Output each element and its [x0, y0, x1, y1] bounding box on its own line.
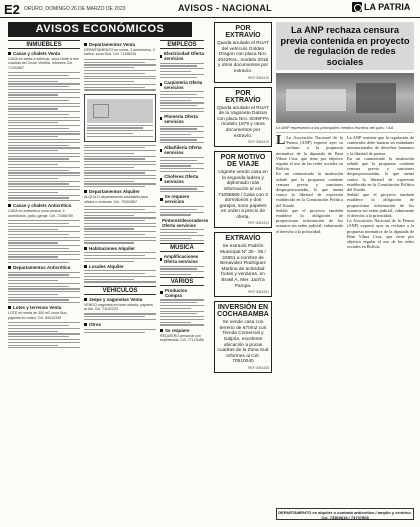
- logo-icon: [352, 2, 362, 12]
- bullet-icon: [8, 52, 11, 55]
- category-heading: Electricidad Oferta servicios: [160, 51, 204, 61]
- newspaper-logo: [352, 2, 410, 12]
- category-heading: Amplificaciones Oferta servicios: [160, 254, 204, 264]
- notice-title: POR EXTRAVÍO: [225, 25, 261, 39]
- classified-ad: CASA en venta a estrenar, zona Norte a tres cuadras del Cruce Ventilla. Informes Cel. 71234567: [8, 57, 79, 70]
- category-heading: Carpintería Oferta servicios: [160, 80, 204, 90]
- category-heading: Departamentos Anticrético: [8, 265, 80, 270]
- page-number: E2: [4, 2, 20, 17]
- boxed-notices-column: [214, 22, 272, 377]
- notice-box: [214, 301, 272, 373]
- notice-box: [214, 151, 272, 228]
- bullet-icon: [8, 306, 11, 309]
- notice-title: POR MOTIVO DE VIAJE: [220, 154, 266, 169]
- classified-ad: ALQUILO departamento amoblado para oficina o vivienda. Cel. 73304567: [84, 195, 148, 204]
- article-paragraph: Señaló que el proyecto también establece la obligación de proporcionar información de los usuarios sin orden judicial, vulnerando el derecho a la privacidad.: [276, 207, 343, 234]
- notice-text: Se extravió Padrón Municipal Nº 30 - 05 / 22851 a nombre de Benavidez Rodríguez Martina de actividad frutas y verduras, en Brasil A, Mer. Jach'a Pampa.: [220, 244, 266, 289]
- category-heading: Choferes Oferta servicios: [160, 174, 204, 184]
- ad-text-lines: [160, 126, 204, 144]
- article-paragraph: La Asociación Nacional de la Prensa (ANP) expresó ayer su rechazo a la propuesta normativa de la diputada de Beni Vilma Cruz, que tiene por objetivo regular el uso de las redes sociales en Bolivia.: [347, 218, 414, 250]
- category-heading: Se requiere: [160, 328, 204, 333]
- ad-text-lines: [160, 299, 204, 325]
- ad-text-lines: [84, 145, 156, 188]
- bullet-icon: [160, 149, 162, 152]
- notice-ref: REF:3054324: [248, 221, 269, 226]
- notice-text: Urgente vendo casa en la segunda ladera y diplomado más información al cel. 71055860 / Casa con 3 dormitorios y dos garajes, sono papeles en orden a precio de oferta.: [218, 170, 268, 220]
- bullet-icon: [160, 117, 162, 120]
- section-heading: VARIOS: [160, 277, 204, 286]
- section-heading: MÚSICA: [160, 243, 204, 252]
- category-heading: Habitaciones Alquiler: [84, 246, 156, 251]
- article-paragraph: En un comunicado la institución señaló que la propuesta contiene censura previa y sanciones desproporcionadas, lo que atenta contra la libertad de expresión establecida en la Constitución Política del Estado.: [276, 171, 343, 208]
- notice-box: [214, 22, 272, 83]
- ad-text-lines: [160, 157, 204, 172]
- ad-text-lines: [8, 72, 80, 201]
- notice-box: [214, 87, 272, 148]
- category-heading: Productos Compra: [160, 288, 204, 298]
- bullet-icon: [160, 258, 162, 261]
- classified-ad: VENDO vagoneta en buen estado, papeles al día. Cel. 71102233: [84, 302, 153, 311]
- article-column: [276, 135, 343, 249]
- dateline: ORURO, DOMINGO 26 DE MARZO DE 2023: [24, 6, 126, 12]
- notice-text: Queda anulado el RUAT del vehículo Golden Dragon con placa Nro. 4042RAL, modelo 2015 y otros documentos por extravío.: [217, 41, 269, 74]
- category-heading: Otros: [84, 322, 156, 327]
- bullet-icon: [160, 178, 162, 181]
- bullet-icon: [160, 83, 162, 86]
- ad-text-lines: [160, 206, 204, 216]
- notice-ref: REF:3054319: [248, 140, 269, 145]
- notice-text: Se vende casa con terreno de 670m2 con Tienda Comercial y Galpón, excelente ubicación a pocas cuadras de la Zona Sud Informes al Cel. 70510040: [217, 320, 269, 365]
- category-heading: Casas y chalets Venta: [8, 51, 80, 56]
- ad-text-lines: [84, 252, 156, 262]
- category-heading: Pintores/decoradores Oferta servicios: [162, 217, 209, 228]
- category-heading: Departamentos Venta: [84, 42, 156, 47]
- classifieds-column-1: [8, 40, 80, 350]
- article-paragraph: Señaló que el proyecto también establece la obligación de proporcionar información de los usuarios sin orden judicial, vulnerando el derecho a la privacidad.: [347, 192, 414, 219]
- ad-text-lines: [160, 63, 204, 78]
- bullet-icon: [160, 329, 163, 332]
- bullet-icon: [160, 291, 163, 294]
- bullet-icon: [160, 55, 162, 58]
- ad-text-lines: [160, 229, 204, 241]
- bullet-icon: [84, 323, 87, 326]
- notice-ref: REF:3054341: [248, 290, 269, 295]
- bullet-icon: [84, 298, 87, 301]
- bullet-icon: [8, 266, 11, 269]
- drop-cap: L: [276, 133, 286, 148]
- notice-title: POR EXTRAVÍO: [225, 89, 261, 104]
- category-heading: Jeeps y vagonetas Venta: [84, 297, 156, 302]
- ad-text-lines: [84, 59, 156, 91]
- bullet-icon: [84, 247, 87, 250]
- boxed-ad: [84, 94, 156, 142]
- article-paragraph: En un comunicado la institución señaló que la propuesta contiene censura previa y sanciones desproporcionadas, lo que atenta contra la libertad de expresión establecida en la Constitución Política del Estado.: [347, 155, 414, 193]
- category-heading: Departamentos Alquiler: [84, 189, 156, 194]
- article-column: [347, 135, 414, 249]
- ad-text-lines: [84, 206, 156, 243]
- category-heading: Casas y chalets Anticrético: [8, 203, 80, 208]
- notice-text: Queda anulado el RUAT de la Vagoneta Datsun con placa Nro. 3049FPA modelo 1979 y otros documentos por extravío.: [217, 105, 269, 139]
- article-paragraph: La Asociación Nacional de la Prensa (ANP) expresó ayer su rechazo a la propuesta normativa de la diputada de Beni Vilma Cruz, que tiene por objetivo regular el uso de las redes sociales en Bolivia.: [276, 135, 343, 172]
- logo-text: LA PATRIA: [364, 2, 411, 12]
- classified-ad: DEPARTAMENTO en venta, 3 dormitorios, 2 baños, zona Sud. Cel. 71198234: [84, 48, 155, 57]
- ad-text-lines: [84, 329, 156, 333]
- ad-text-lines: [160, 186, 204, 193]
- category-heading: Albañilería Oferta servicios: [160, 145, 204, 155]
- notice-title: INVERSIÓN EN COCHABAMBA: [217, 304, 269, 319]
- page-header: [0, 0, 420, 18]
- section-title: AVISOS - NACIONAL: [178, 3, 272, 13]
- classified-ad: CASA en anticrético zona central, 3 dormitorios, patio, garaje. Cel. 72456789: [8, 209, 73, 218]
- section-heading: INMUEBLES: [8, 40, 80, 49]
- article-photo: [276, 73, 414, 123]
- notice-title: EXTRAVÍO: [225, 235, 261, 243]
- article-paragraph: La ANP sostiene que la regulación de contenidos debe basarse en estándares internacionales de derechos humanos y la libertad de prensa.: [347, 135, 414, 156]
- bullet-icon: [84, 265, 87, 268]
- classifieds-column-2: [84, 40, 156, 334]
- notice-ref: REF:3054338: [248, 365, 269, 370]
- article-body: [276, 135, 414, 249]
- ad-text-lines: [8, 322, 80, 348]
- section-heading: EMPLEOS: [160, 40, 204, 49]
- classifieds-banner: AVISOS ECONÓMICOS: [8, 22, 192, 37]
- bullet-icon: [84, 190, 87, 193]
- category-heading: Se requiere servicios: [160, 194, 204, 204]
- bullet-icon: [8, 204, 11, 207]
- classified-ad: LOTE en venta de 300 m2 zona Sud, papeles en orden. Cel. 69012345: [8, 311, 68, 320]
- photo-caption: La ANP representa a los principales medios escritos del país. / AA: [276, 125, 414, 133]
- ad-text-lines: [84, 313, 156, 320]
- bullet-icon: [160, 198, 163, 201]
- category-heading: Plomería Oferta servicios: [160, 114, 204, 124]
- section-heading: VEHÍCULOS: [84, 286, 156, 295]
- news-article: [276, 22, 414, 249]
- ad-photo: [87, 99, 153, 123]
- ad-text-lines: [8, 272, 80, 304]
- article-headline: La ANP rechaza censura previa contenida en proyecto de regulación de redes sociales: [276, 22, 414, 70]
- notice-box: [214, 232, 272, 297]
- ad-text-lines: [160, 266, 204, 276]
- ad-text-lines: [160, 91, 204, 112]
- notice-ref: REF:3054316: [248, 75, 269, 80]
- footer-ad: DEPARTAMENTO en alquiler o contrato anticrético / amplio y céntrico. Cel. 73369615 / 73707808: [276, 508, 414, 520]
- category-heading: Locales Alquiler: [84, 264, 156, 269]
- ad-text-lines: [8, 220, 80, 263]
- bullet-icon: [84, 43, 87, 46]
- ad-text-lines: [84, 270, 156, 282]
- category-heading: Lotes y terrenos Venta: [8, 305, 80, 310]
- classified-ad: REQUIERO personal con experiencia. Cel. 77123456: [160, 333, 204, 342]
- classifieds-column-3: [160, 40, 209, 344]
